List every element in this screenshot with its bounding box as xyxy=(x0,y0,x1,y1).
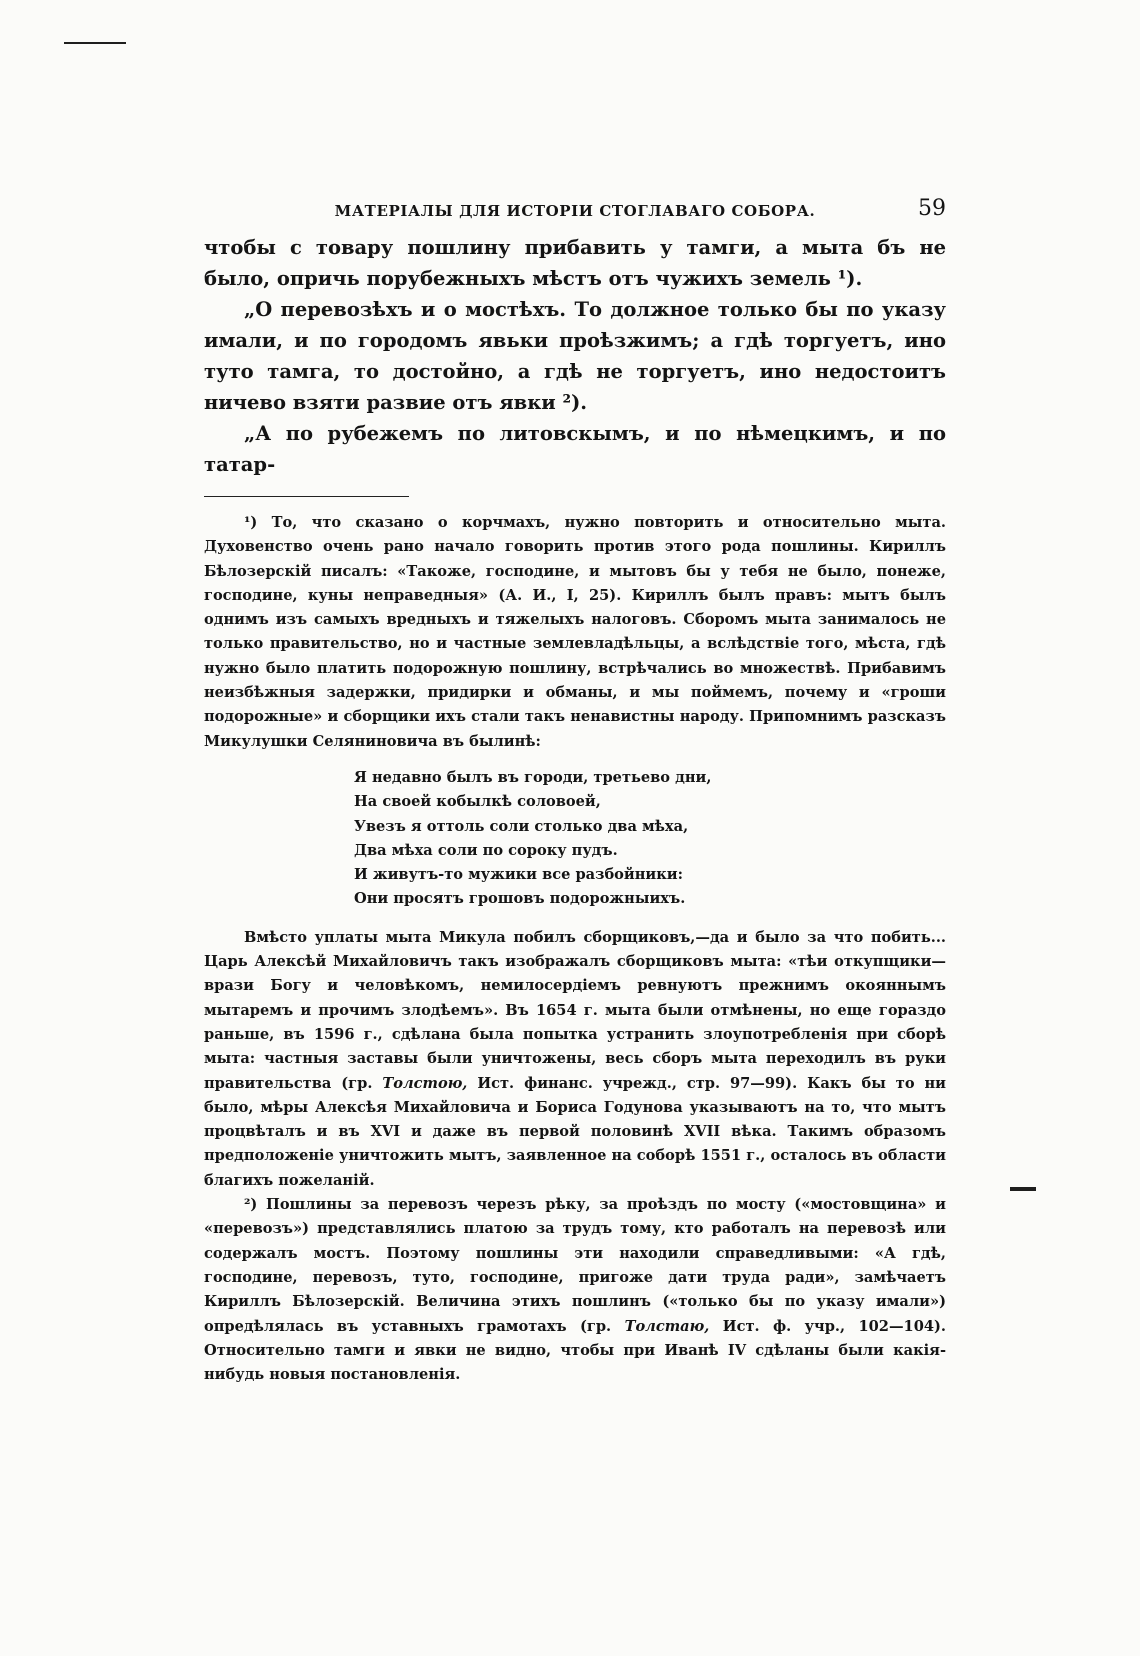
author-reference: Толстою, xyxy=(382,1074,468,1092)
paragraph: „А по рубежемъ по литовскымъ, и по нѣмецкимъ, и по татар- xyxy=(204,422,946,476)
footnote-text: Пошлины за перевозъ черезъ рѣку, за проѣздъ по мосту («мостовщина» и «перевозъ») представлялись платою за трудъ тому, кто работалъ на перевозѣ или содержалъ мостъ. Поэтому пошлины эти находили справедливыми: «А гдѣ, господине, перевозъ, туто, господине, пригоже дати труда ради», замѣчаетъ Кириллъ Бѣлозерскій. Величина этихъ пошлинъ («только бы по указу имали») опредѣлялась въ уставныхъ грамотахъ (гр. xyxy=(204,1196,946,1335)
running-head xyxy=(204,188,946,232)
footnotes xyxy=(204,511,946,1387)
running-title: МАТЕРІАЛЫ ДЛЯ ИСТОРІИ СТОГЛАВАГО СОБОРА. xyxy=(334,202,816,220)
footnote-text: Ист. ф. учр., 102—104). Относительно тамги и явки не видно, чтобы при Иванѣ IV сдѣланы были какія-нибудь новыя постановленія. xyxy=(204,1317,946,1384)
verse-line: И живутъ-то мужики все разбойники: xyxy=(354,866,684,884)
verse-line: Увезъ я оттоль соли столько два мѣха, xyxy=(354,817,689,835)
main-text xyxy=(204,232,946,480)
verse-line: На своей кобылкѣ соловоей, xyxy=(354,793,601,811)
footnote-marker: ¹) xyxy=(244,514,258,531)
footnote-marker: ²) xyxy=(244,1196,258,1214)
footnote-1 xyxy=(204,511,946,754)
paragraph: чтобы с товару пошлину прибавить у тамги, а мыта бъ не было, опричь порубежныхъ мѣстъ отъ чужихъ земель ¹). xyxy=(204,236,946,290)
scan-artifact-dash xyxy=(1010,1187,1036,1191)
footnote-text: Вмѣсто уплаты мыта Микула побилъ сборщиковъ,—да и было за что побить... Царь Алексѣй Михайловичъ такъ изображалъ сборщиковъ мыта: «тѣи откупщики—врази Богу и человѣкомъ, немилосердіемъ ревнуютъ прежнимъ окояннымъ мытаремъ и прочимъ злодѣемъ». Въ 1654 г. мыта были отмѣнены, но еще гораздо раньше, въ 1596 г., сдѣлана была попытка устранить злоупотребленія при сборѣ мыта: частныя заставы были уничтожены, весь сборъ мыта переходилъ въ руки правительства (гр. xyxy=(204,928,946,1092)
footnote-2 xyxy=(204,1193,946,1387)
footnote-text: Ист. финанс. учрежд., стр. 97—99). Какъ бы то ни было, мѣры Алексѣя Михайловича и Бориса Годунова указываютъ на то, что мытъ процвѣталъ и въ XVI и даже въ первой половинѣ XVII вѣка. Такимъ образомъ предположеніе уничтожить мытъ, заявленное на соборѣ 1551 г., осталось въ области благихъ пожеланій. xyxy=(204,1074,946,1189)
footnote-text: То, что сказано о корчмахъ, нужно повторить и относительно мыта. Духовенство очень рано начало говорить против этого рода пошлины. Кириллъ Бѣлозерскій писалъ: «Такоже, господине, и мытовъ бы у тебя не было, понеже, господине, куны неправедныя» (А. И., I, 25). Кириллъ былъ правъ: мытъ былъ однимъ изъ самыхъ вредныхъ и тяжелыхъ налоговъ. Сборомъ мыта занималось не только правительство, но и частные землевладѣльцы, а вслѣдствіе того, мѣста, гдѣ нужно было платить подорожную пошлину, встрѣчались во множествѣ. Прибавимъ неизбѣжныя задержки, придирки и обманы, и мы поймемъ, почему и «гроши подорожные» и сборщики ихъ стали такъ ненавистны народу. Припомнимъ разсказъ Микулушки Селяниновича въ былинѣ: xyxy=(204,514,946,750)
verse-line: Они просятъ грошовъ подорожныихъ. xyxy=(354,890,686,908)
author-reference: Толстаю, xyxy=(624,1317,710,1335)
footnote-1-continuation xyxy=(204,926,946,1193)
book-page xyxy=(204,188,946,1387)
verse-line: Я недавно былъ въ городи, третьево дни, xyxy=(354,768,712,786)
footnote-separator xyxy=(204,496,409,497)
paragraph: „О перевозѣхъ и о мостѣхъ. То должное только бы по указу имали, и по городомъ явьки проѣзжимъ; а гдѣ торгуетъ, ино туто тамга, то достойно, а гдѣ не торгуетъ, ино недостоитъ ничево взяти развие отъ явки ²). xyxy=(204,298,946,414)
verse-line: Два мѣха соли по сороку пудъ. xyxy=(354,841,618,859)
page-number: 59 xyxy=(918,196,946,221)
bylina-verse xyxy=(354,766,946,912)
scan-artifact-line xyxy=(64,42,126,44)
